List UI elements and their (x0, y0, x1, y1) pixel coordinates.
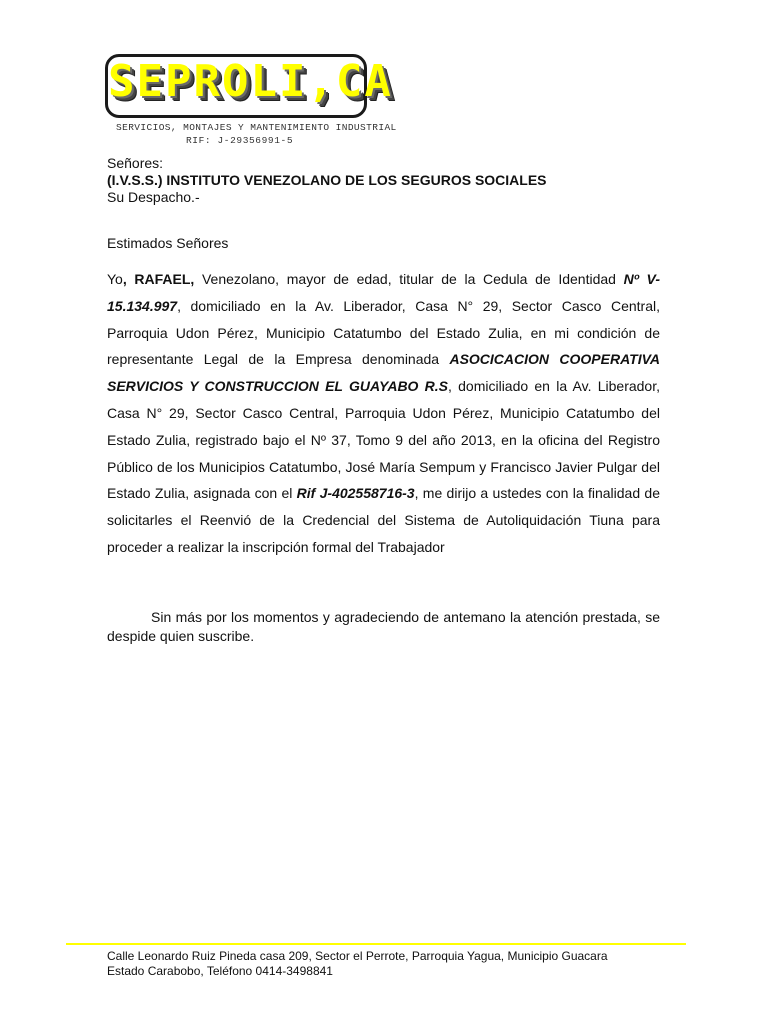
id-number: Nº V-15.134.997 (107, 271, 661, 314)
company-name: ASOCICACION COOPERATIVA SERVICIOS Y CONSTRUCCION EL GUAYABO R.S (107, 351, 661, 395)
office-line: Su Despacho.- (107, 189, 200, 205)
footer-address-line-2: Estado Carabobo, Teléfono 0414-3498841 (107, 964, 333, 978)
body-text-1: Yo (107, 271, 123, 287)
closing-paragraph (107, 608, 660, 646)
recipient: (I.V.S.S.) INSTITUTO VENEZOLANO DE LOS SEGUROS SOCIALES (107, 172, 547, 188)
company-tagline: SERVICIOS, MONTAJES Y MANTENIMIENTO INDUSTRIAL (116, 122, 397, 133)
greeting: Estimados Señores (107, 235, 229, 251)
body-text-3: , domiciliado en la Av. Liberador, Casa N° 29, Sector Casco Central, Parroquia Udon Pérez, Municipio Catatumbo del Estado Zulia, en mi condición de representante Legal de la Empresa denominada (107, 297, 660, 368)
body-paragraph (107, 266, 660, 561)
company-rif: RIF: J-29356991-5 (186, 135, 294, 146)
footer-address-line-1: Calle Leonardo Ruiz Pineda casa 209, Sector el Perrote, Parroquia Yagua, Municipio Guacara (107, 949, 608, 963)
salutation: Señores: (107, 155, 164, 171)
body-text-2: Venezolano, mayor de edad, titular de la Cedula de Identidad (194, 271, 624, 287)
company-rif-number: Rif J-402558716-3 (296, 485, 415, 502)
body-text-5: , me dirijo a ustedes con la finalidad de solicitarles el Reenvió de la Credencial del Sistema de Autoliquidación Tiuna para proceder a realizar la inscripción formal del Trabajador (107, 485, 660, 555)
closing-text: Sin más por los momentos y agradeciendo de antemano la atención prestada, se despide quien suscribe. (107, 609, 660, 644)
body-text-4: , domiciliado en la Av. Liberador, Casa N° 29, Sector Casco Central, Parroquia Udon Pérez, Municipio Catatumbo del Estado Zulia, registrado bajo el Nº 37, Tomo 9 del año 2013, en la oficina del Registro Público de los Municipios Catatumbo, José María Sempum y Francisco Javier Pulgar del Estado Zulia, asignada con el (107, 378, 660, 502)
representative-name: , RAFAEL, (122, 271, 195, 287)
footer-rule (66, 943, 686, 945)
company-logo: SEPROLI,CA (108, 56, 393, 107)
